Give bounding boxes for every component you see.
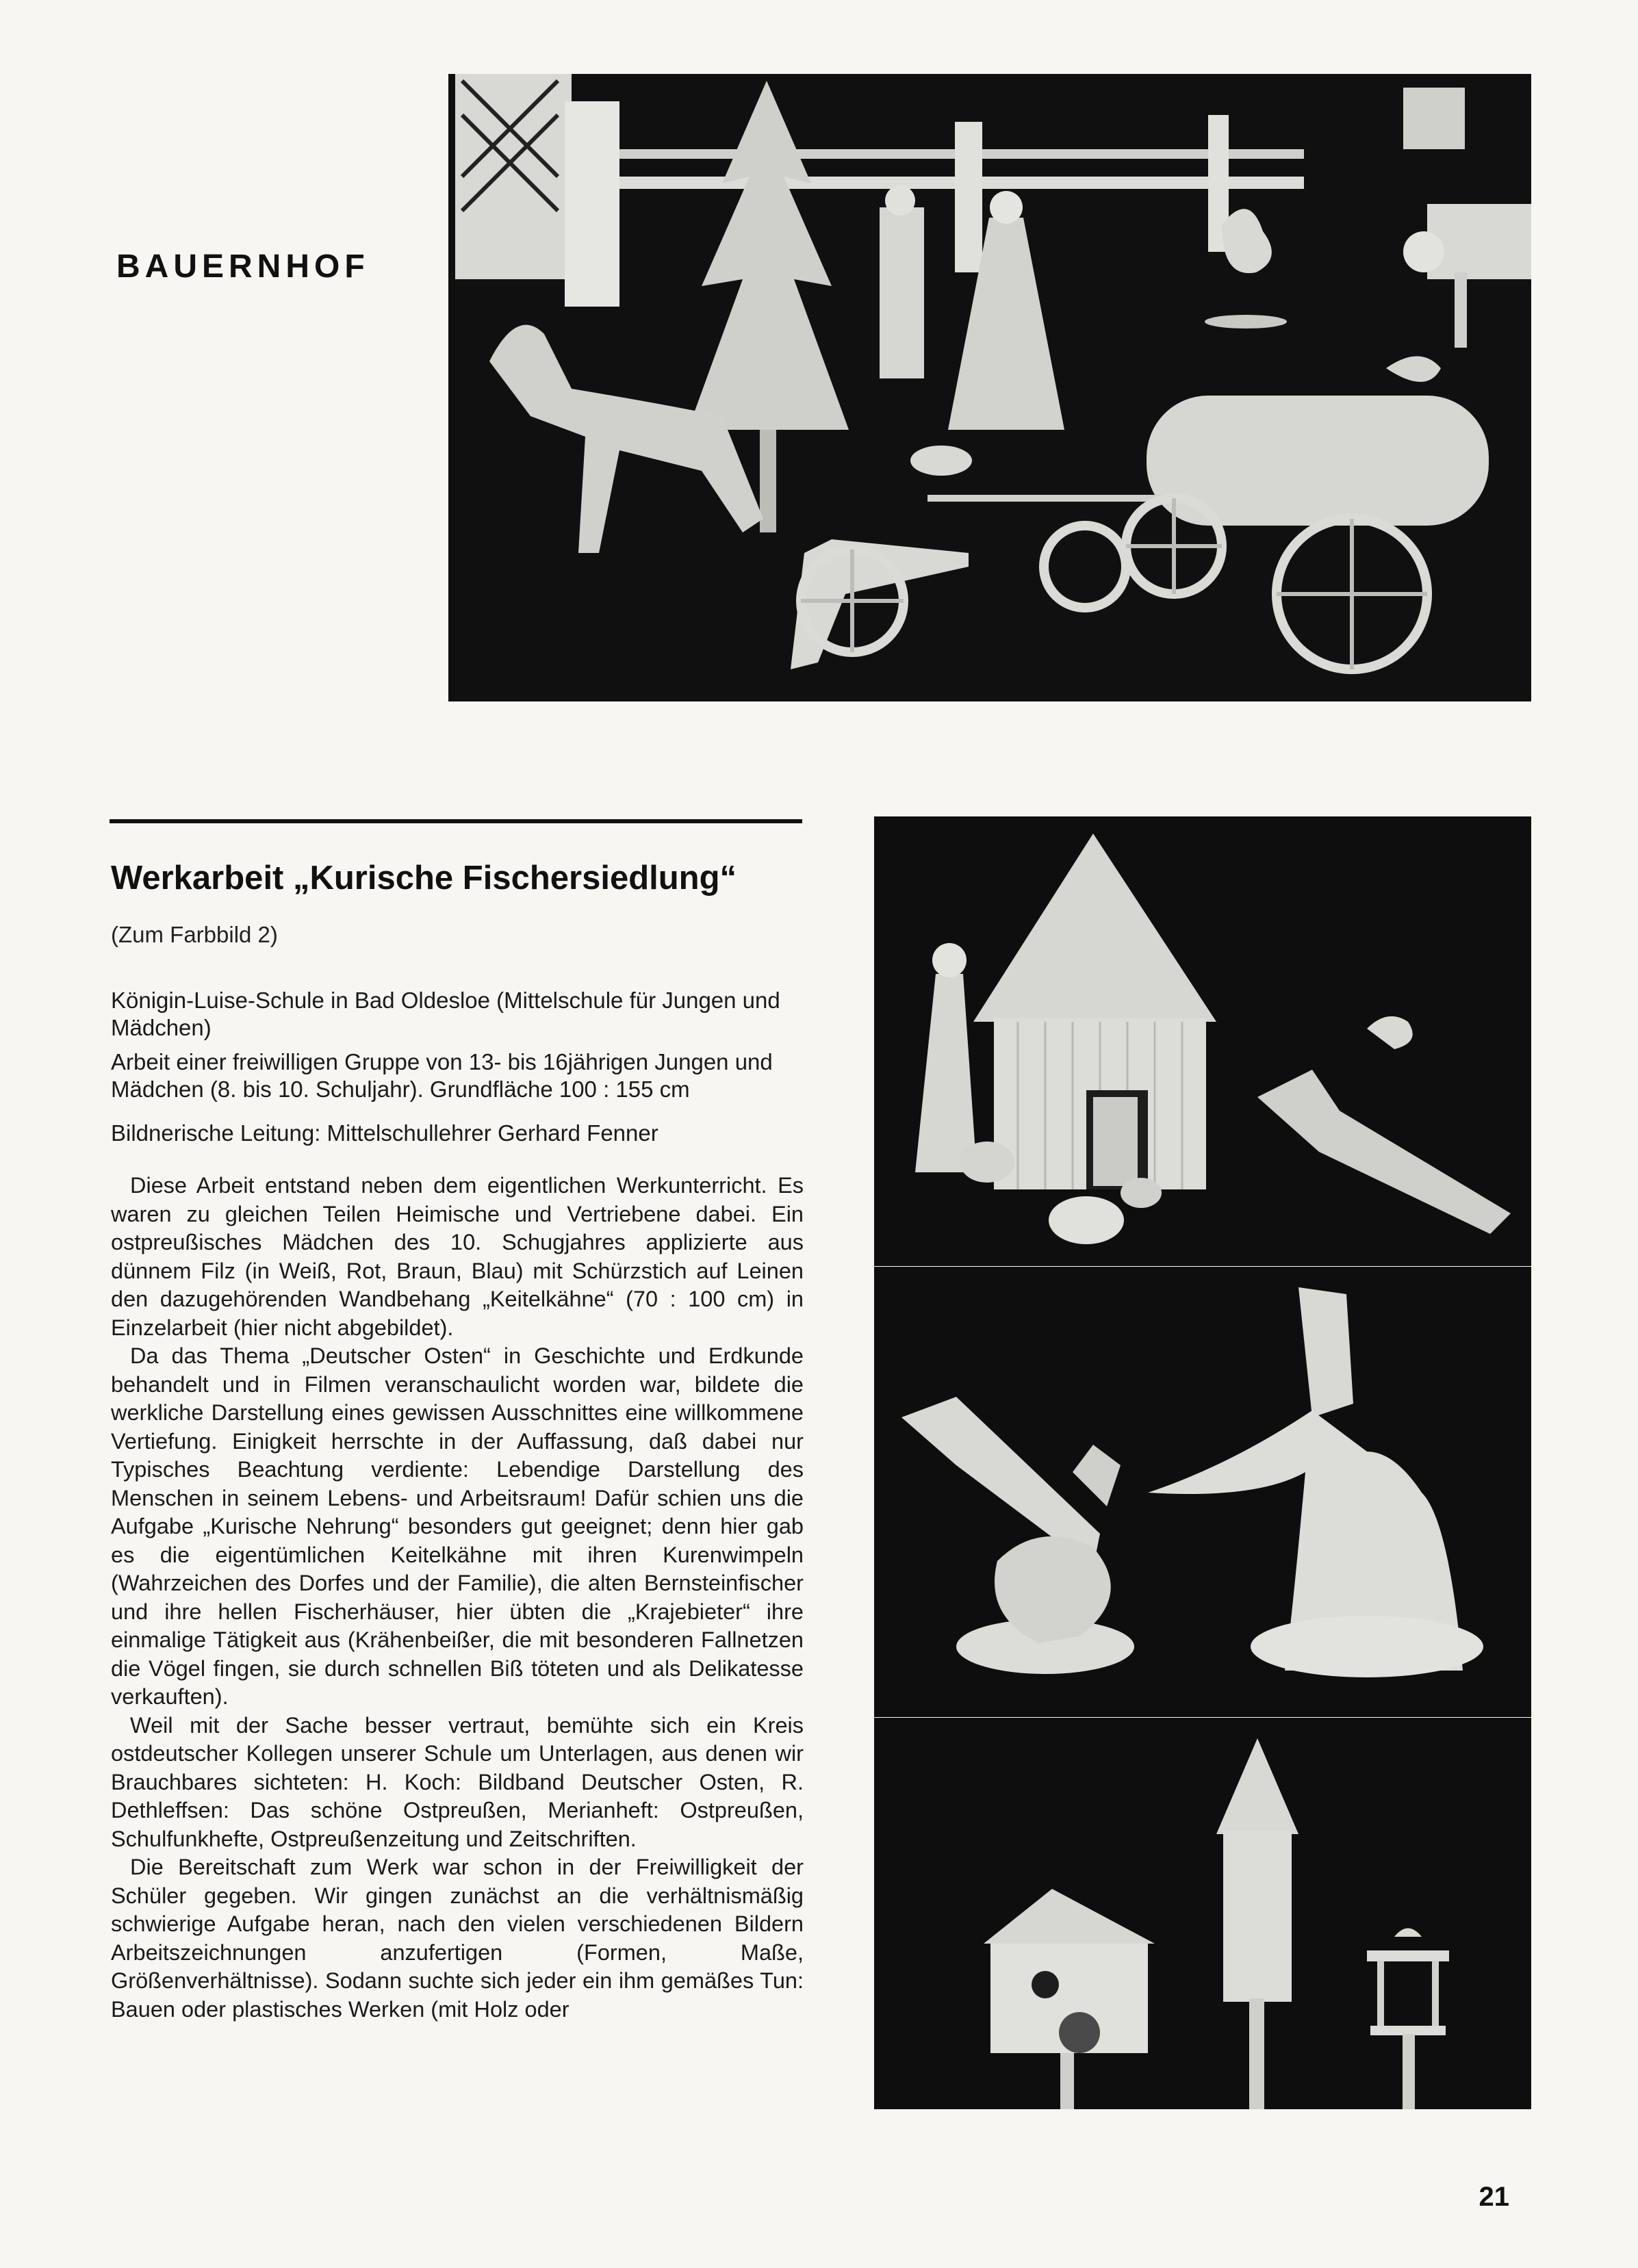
paragraph: Weil mit der Sache besser vertraut, bemühte sich ein Kreis ostdeutscher Kollegen unserer Schule um Unterlagen, aus denen wir Brauchbares sichteten: H. Koch: Bildband Deutscher Osten, R. Dethleffsen: Das schöne Ostpreußen, Merianheft: Ostpreußen, Schulfunkhefte, Ostpreußenzeitung und Zeitschriften. bbox=[111, 1712, 804, 1851]
paragraph: Diese Arbeit entstand neben dem eigentlichen Werkunterricht. Es waren zu gleichen Teilen Heimische und Vertriebene dabei. Ein ostpreußisches Mädchen des 10. Schugjahres applizierte aus dünnem Filz (in Weiß, Rot, Braun, Blau) mit Schürzstich auf Leinen den dazugehörenden Wandbehang „Keitelkähne“ (70 : 100 cm) in Einzelarbeit (hier nicht abgebildet). bbox=[111, 1173, 804, 1340]
photo-farm-scene bbox=[448, 74, 1531, 701]
meta-group: Arbeit einer freiwilligen Gruppe von 13- bis 16jährigen Jungen und Mädchen (8. bis 10. Schuljahr). Grundfläche 100 : 155 cm bbox=[111, 1049, 773, 1102]
heading-rule bbox=[110, 819, 802, 823]
section-label: BAUERNHOF bbox=[116, 248, 370, 285]
page-number: 21 bbox=[1479, 2182, 1509, 2212]
photo-birdhouses bbox=[874, 1718, 1531, 2109]
article-body bbox=[111, 1172, 804, 2024]
paragraph: Da das Thema „Deutscher Osten“ in Geschichte und Erdkunde behandelt und in Filmen veranschaulicht worden war, bildete die werkliche Darstellung eines gewissen Ausschnittes eine willkommene Vertiefung. Einigkeit herrschte in der Auffassung, daß dabei nur Typisches Beachtung verdiente: Lebendige Darstellung des Menschen in seinem Lebens- und Arbeitsraum! Dafür schien uns die Aufgabe „Kurische Nehrung“ besonders gut geeignet; denn hier gab es die eigentümlichen Keitelkähne mit ihren Kurenwimpeln (Wahrzeichen des Dorfes und der Familie), die alten Bernsteinfischer und ihre hellen Fischerhäuser, hier übten die „Krajebieter“ ihre einmalige Tätigkeit aus (Krähenbeißer, die mit besonderen Fallnetzen die Vögel fingen, sie durch schnellen Biß töteten und als Delikatesse verkauften). bbox=[111, 1343, 804, 1709]
paragraph: Die Bereitschaft zum Werk war schon in der Freiwilligkeit der Schüler gegeben. Wir gingen zunächst an die verhältnismäßig schwierige Aufgabe heran, nach den vielen verschiedenen Bildern Arbeitszeichnungen anzufertigen (Formen, Maße, Größenverhältnisse). Sodann suchte sich jeder ein ihm gemäßes Tun: Bauen oder plastisches Werken (mit Holz oder bbox=[111, 1855, 804, 2022]
meta-lead: Bildnerische Leitung: Mittelschullehrer Gerhard Fenner bbox=[111, 1120, 658, 1146]
article-subtitle: (Zum Farbbild 2) bbox=[111, 922, 278, 947]
photo-birds bbox=[874, 1267, 1531, 1717]
article-title: Werkarbeit „Kurische Fischersiedlung“ bbox=[111, 860, 737, 897]
photo-fisher-house bbox=[874, 816, 1531, 1266]
meta-school: Königin-Luise-Schule in Bad Oldesloe (Mittelschule für Jungen und Mädchen) bbox=[111, 988, 780, 1040]
